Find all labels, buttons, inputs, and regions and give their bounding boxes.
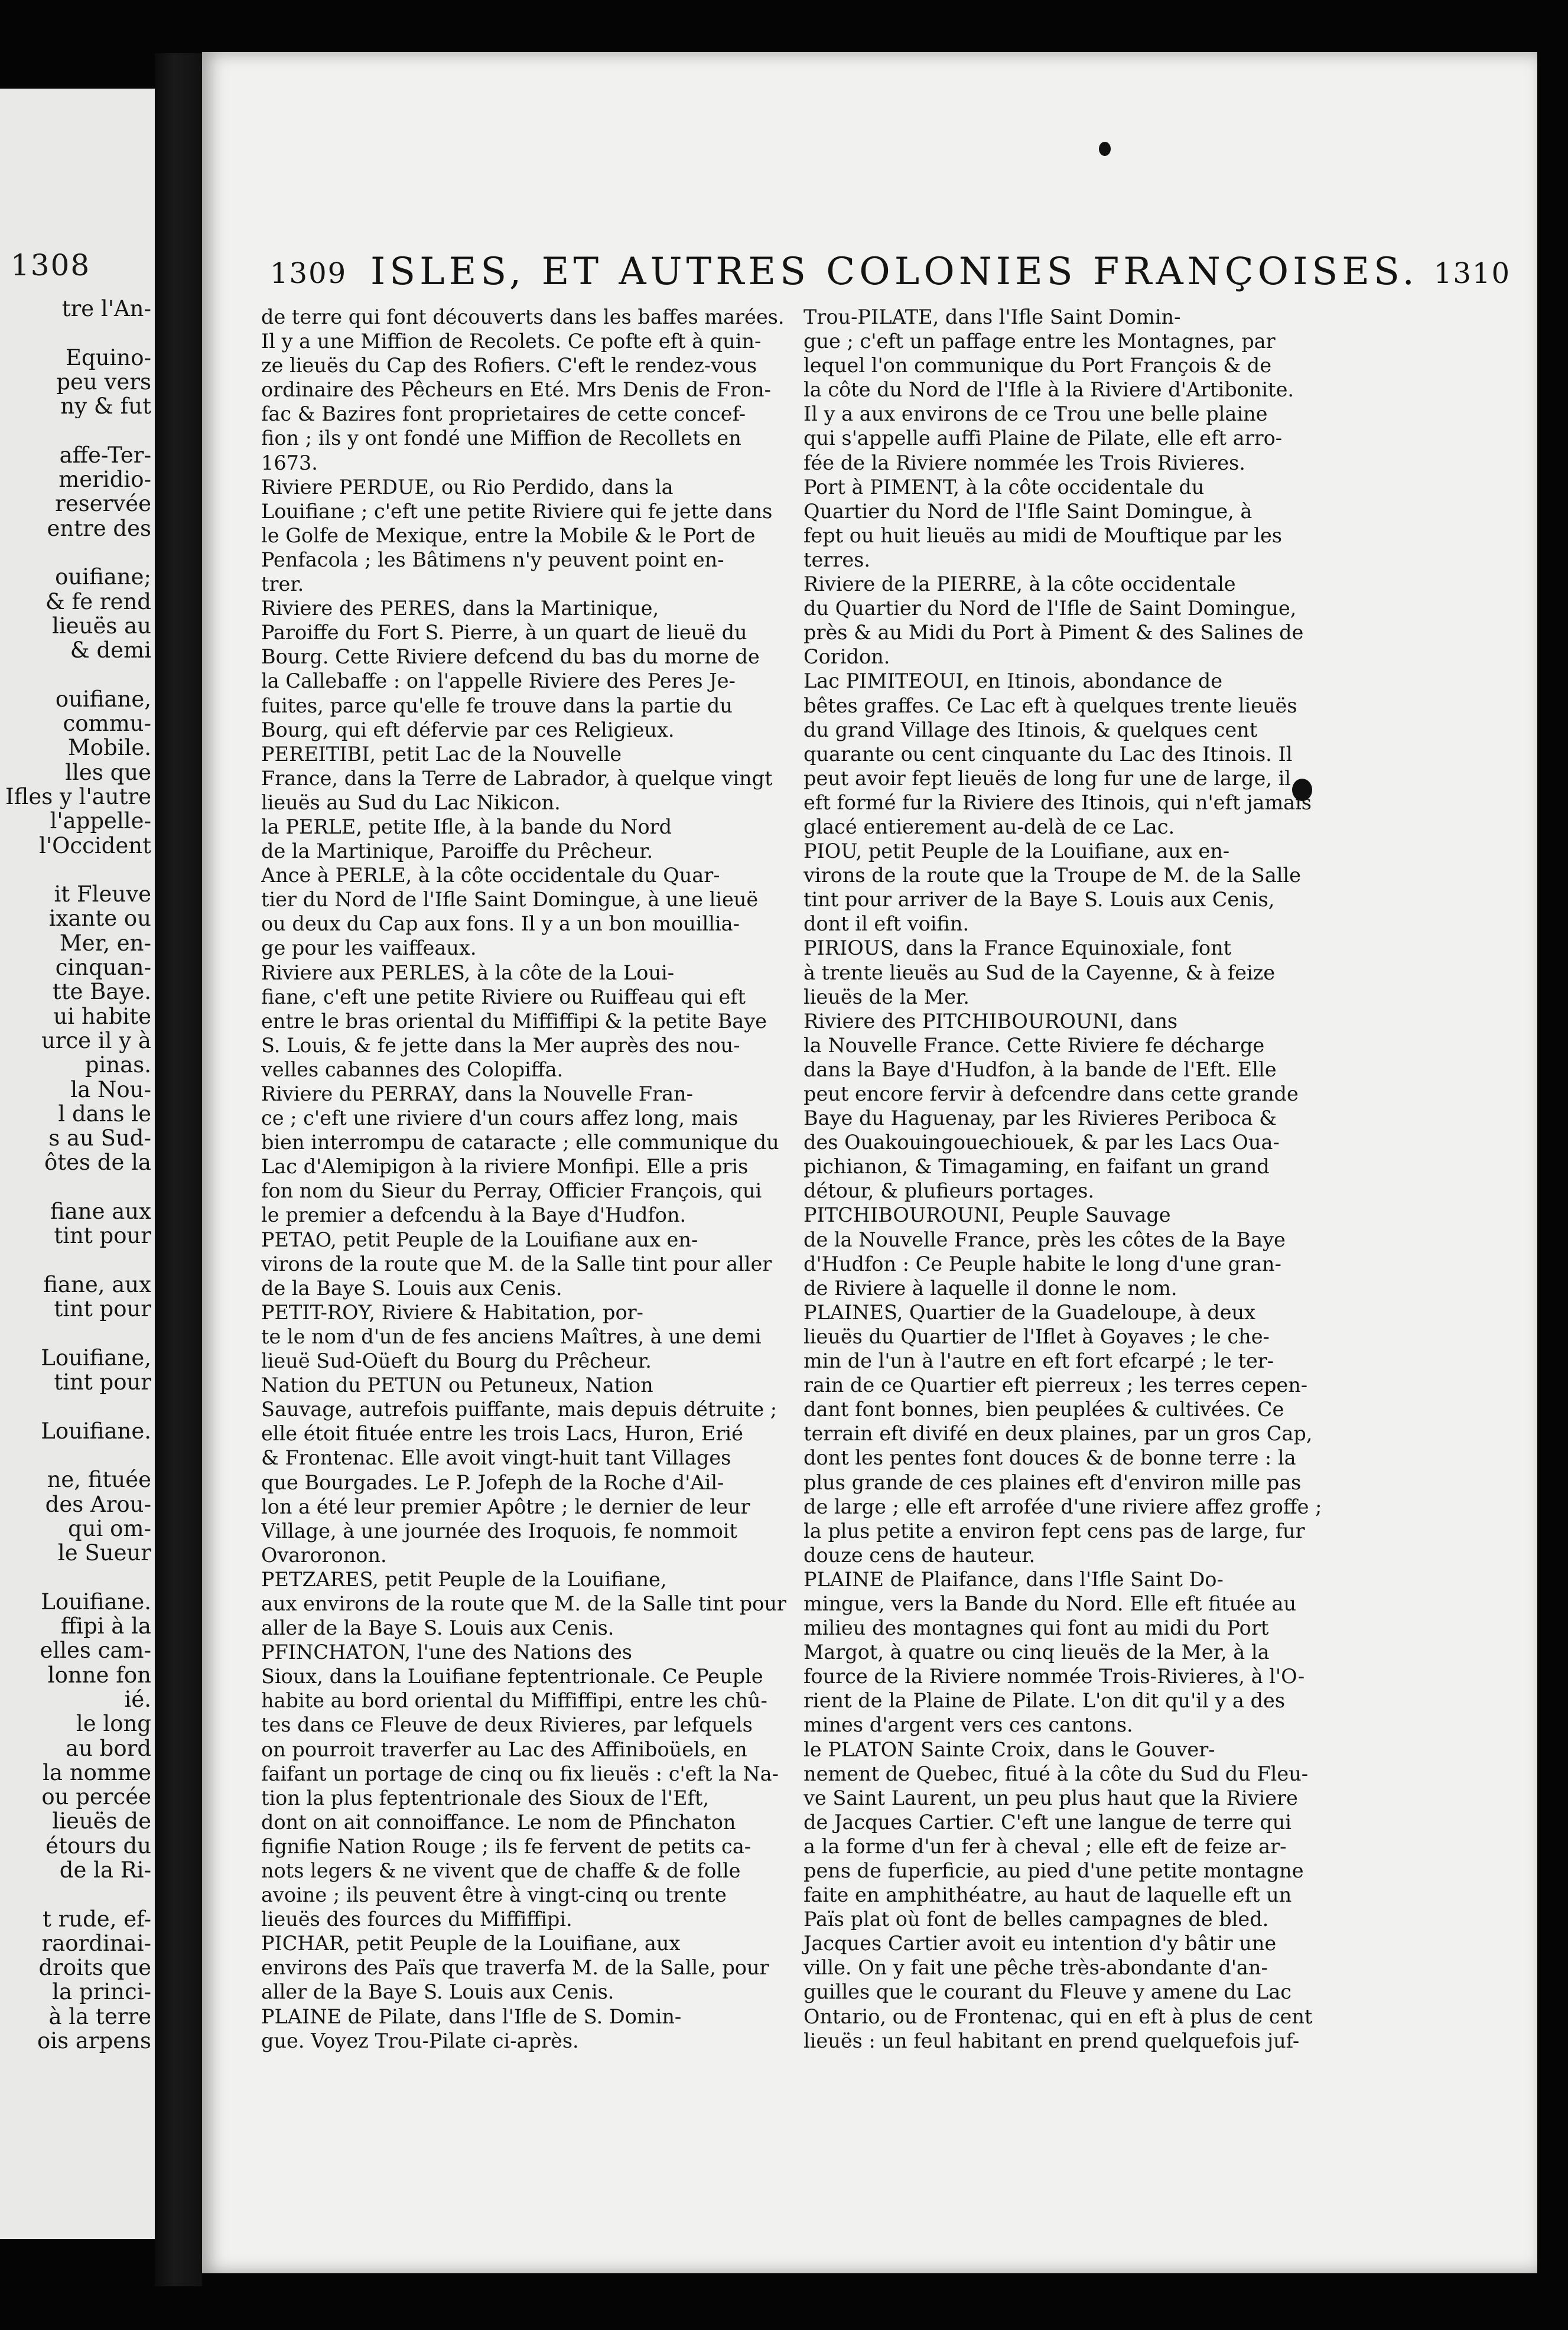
text-line: Baye du Haguenay, par les Rivieres Periboca &: [803, 1107, 1277, 1130]
text-line: terres.: [803, 548, 870, 571]
text-line: virons de la route que M. de la Salle tint pour aller: [261, 1252, 772, 1275]
previous-page-line: l'appelle-: [50, 809, 151, 834]
previous-page-line: tint pour: [54, 1297, 151, 1322]
text-line: lieuës de la Mer.: [803, 985, 970, 1008]
text-line: Riviere PERDUE, ou Rio Perdido, dans la: [261, 475, 674, 499]
book-gutter: [155, 53, 202, 2286]
text-line: PLAINE de Plaifance, dans l'Ifle Saint Do-: [803, 1567, 1224, 1591]
previous-page-line: reservée: [55, 492, 151, 516]
text-line: lon a été leur premier Apôtre ; le dernier de leur: [261, 1495, 750, 1518]
previous-page-line: fiane aux: [50, 1199, 151, 1224]
text-line: S. Louis, & fe jette dans la Mer auprès des nou-: [261, 1033, 740, 1057]
ink-spot: [1099, 142, 1111, 156]
previous-page-line: ny & fut: [60, 394, 151, 419]
text-line: la côte du Nord de l'Ifle à la Riviere d'Artibonite.: [803, 378, 1294, 402]
previous-page-line: [4, 1248, 151, 1273]
text-line: nots legers & ne vivent que de chaffe & de folle: [261, 1859, 741, 1882]
text-line: de Jacques Cartier. C'eft une langue de terre qui: [803, 1810, 1292, 1834]
text-line: Païs plat où font de belles campagnes de bled.: [803, 1908, 1269, 1931]
previous-page-line: [4, 1882, 151, 1906]
text-line: eft formé fur la Riviere des Itinois, qui n'eft jamais: [803, 790, 1312, 814]
text-line: tier du Nord de l'Ifle Saint Domingue, à une lieuë: [261, 888, 759, 912]
previous-page-line: ffipi à la: [60, 1614, 151, 1639]
folio-right: 1310: [1433, 257, 1511, 290]
previous-page-line: droits que: [38, 1955, 151, 1980]
text-line: Bourg, qui eft défervie par ces Religieux.: [261, 718, 675, 741]
previous-page-line: tre l'An-: [61, 297, 151, 321]
previous-page-line: tint pour: [54, 1223, 151, 1248]
text-line: Trou-PILATE, dans l'Ifle Saint Domin-: [803, 305, 1181, 328]
text-line: dont les pentes font douces & de bonne terre : la: [803, 1446, 1296, 1470]
text-line: lequel l'on communique du Port François & de: [803, 354, 1272, 378]
previous-page-line: [4, 1175, 151, 1199]
text-line: de large ; elle eft arrofée d'une riviere affez groffe ;: [803, 1495, 1322, 1518]
text-line: ordinaire des Pêcheurs en Eté. Mrs Denis de Fron-: [261, 378, 771, 402]
previous-page-line: s au Sud-: [48, 1126, 151, 1151]
text-line: mingue, vers la Bande du Nord. Elle eft fituée au: [803, 1592, 1297, 1615]
text-line: Bourg. Cette Riviere defcend du bas du morne de: [261, 645, 760, 669]
text-line: terrain eft divifé en deux plaines, par un gros Cap,: [803, 1422, 1313, 1446]
previous-page-line: it Fleuve: [54, 882, 151, 907]
text-line: des Ouakouingouechiouek, & par les Lacs Oua-: [803, 1131, 1280, 1154]
text-line: Riviere de la PIERRE, à la côte occidentale: [803, 572, 1236, 596]
text-line: lieuës : un feul habitant en prend quelquefois juf-: [803, 2029, 1300, 2052]
previous-page-line: affe-Ter-: [59, 442, 151, 468]
text-line: fiane, c'eft une petite Riviere ou Ruiffeau qui eft: [261, 985, 746, 1008]
text-line: PETZARES, petit Peuple de la Louifiane,: [261, 1567, 667, 1591]
previous-page-text: [4, 297, 151, 2053]
text-line: le Golfe de Mexique, entre la Mobile & le Port de: [261, 523, 756, 547]
text-line: Ovaroronon.: [261, 1543, 387, 1567]
text-line: guilles que le courant du Fleuve y amene du Lac: [803, 1980, 1292, 2004]
text-line: Lac PIMITEOUI, en Itinois, abondance de: [803, 669, 1223, 693]
text-line: Riviere du PERRAY, dans la Nouvelle Fran-: [261, 1082, 693, 1105]
text-line: PETIT-ROY, Riviere & Habitation, por-: [261, 1300, 644, 1324]
text-line: Riviere aux PERLES, à la côte de la Loui-: [261, 961, 675, 984]
text-line: & Frontenac. Elle avoit vingt-huit tant Villages: [261, 1446, 731, 1470]
previous-page-line: ois arpens: [37, 2029, 151, 2054]
text-line: PIRIOUS, dans la France Equinoxiale, font: [803, 936, 1232, 960]
text-line: Louifiane ; c'eft une petite Riviere qui fe jette dans: [261, 499, 773, 523]
previous-page-line: lles que: [65, 760, 151, 785]
previous-page-line: Louifiane.: [41, 1589, 151, 1615]
text-line: le premier a defcendu à la Baye d'Hudfon.: [261, 1203, 687, 1227]
text-line: trer.: [261, 572, 304, 596]
text-line: Port à PIMENT, à la côte occidentale du: [803, 475, 1205, 499]
text-line: du Quartier du Nord de l'Ifle de Saint Domingue,: [803, 597, 1297, 620]
previous-page-line: Louifiane,: [41, 1345, 151, 1371]
previous-page-line: au bord: [66, 1736, 151, 1760]
previous-page-line: [4, 1394, 151, 1418]
previous-page-line: lieuës de: [52, 1809, 151, 1834]
text-line: peut encore fervir à defcendre dans cette grande: [803, 1082, 1299, 1105]
text-line: PIOU, petit Peuple de la Louifiane, aux en-: [803, 839, 1230, 863]
previous-page-line: lieuës au: [52, 613, 151, 639]
text-line: Penfacola ; les Bâtimens n'y peuvent point en-: [261, 548, 724, 571]
text-line: Coridon.: [803, 645, 890, 669]
text-line: le PLATON Sainte Croix, dans le Gouver-: [803, 1737, 1215, 1761]
previous-page-line: des Arou-: [45, 1492, 151, 1517]
previous-page-line: ou percée: [41, 1785, 151, 1810]
text-line: ce ; c'eft une riviere d'un cours affez long, mais: [261, 1107, 739, 1130]
previous-page-line: Equino-: [66, 345, 151, 370]
previous-page-line: entre des: [47, 516, 151, 541]
text-line: fource de la Riviere nommée Trois-Rivieres, à l'O-: [803, 1665, 1305, 1688]
previous-page-line: [4, 1565, 151, 1589]
previous-page-line: ne, fituée: [47, 1467, 151, 1492]
text-line: environs des Païs que traverfa M. de la Salle, pour: [261, 1956, 769, 1980]
previous-page-line: ixante ou: [48, 906, 151, 931]
text-line: pens de fuperficie, au pied d'une petite montagne: [803, 1859, 1304, 1882]
text-line: fuites, parce qu'elle fe trouve dans la partie du: [261, 694, 733, 717]
previous-page-line: ouifiane,: [55, 686, 151, 712]
previous-page-line: Louifiane.: [41, 1418, 151, 1443]
text-line: fept ou huit lieuës au midi de Mouftique par les: [803, 523, 1282, 547]
previous-page-line: qui om-: [68, 1516, 151, 1541]
previous-page-line: ié.: [124, 1687, 151, 1712]
previous-page-line: & demi: [70, 638, 151, 663]
previous-page-strip: [0, 89, 155, 2239]
previous-page-line: & fe rend: [45, 589, 151, 614]
text-line: PFINCHATON, l'une des Nations des: [261, 1641, 632, 1664]
previous-page-line: [4, 662, 151, 686]
previous-page-line: [4, 541, 151, 565]
text-line: 1673.: [261, 451, 318, 474]
text-line: Riviere des PITCHIBOUROUNI, dans: [803, 1009, 1178, 1033]
text-line: Paroiffe du Fort S. Pierre, à un quart de lieuë du: [261, 621, 747, 645]
text-line: de terre qui font découverts dans les baffes marées.: [261, 305, 785, 328]
text-line: détour, & plufieurs portages.: [803, 1179, 1095, 1203]
text-line: fée de la Riviere nommée les Trois Rivieres.: [803, 451, 1245, 474]
text-line: tion la plus feptentrionale des Sioux de l'Eft,: [261, 1786, 709, 1810]
previous-page-line: peu vers: [56, 369, 151, 395]
text-line: plus grande de ces plaines eft d'environ mille pas: [803, 1470, 1302, 1494]
text-line: PEREITIBI, petit Lac de la Nouvelle: [261, 742, 622, 766]
running-header: [270, 250, 1511, 297]
previous-page-line: elles cam-: [40, 1638, 151, 1663]
text-line: glacé entierement au-delà de ce Lac.: [803, 815, 1175, 838]
previous-page-line: commu-: [63, 711, 151, 736]
text-line: de Riviere à laquelle il donne le nom.: [803, 1276, 1177, 1300]
text-line: pichianon, & Timagaming, en faifant un grand: [803, 1155, 1270, 1179]
text-line: de la Baye S. Louis aux Cenis.: [261, 1276, 562, 1300]
previous-page-line: ouifiane;: [55, 565, 151, 590]
text-line: bien interrompu de cataracte ; elle communique du: [261, 1131, 779, 1154]
text-line: tint pour arriver de la Baye S. Louis aux Cenis,: [803, 888, 1275, 912]
text-line: Jacques Cartier avoit eu intention d'y bâtir une: [803, 1932, 1277, 1955]
text-line: Sioux, dans la Louifiane feptentrionale. Ce Peuple: [261, 1665, 763, 1688]
text-line: qui s'appelle auffi Plaine de Pilate, elle eft arro-: [803, 427, 1283, 450]
text-line: fon nom du Sieur du Perray, Officier François, qui: [261, 1179, 762, 1203]
text-line: France, dans la Terre de Labrador, à quelque vingt: [261, 766, 773, 790]
previous-page-line: fiane, aux: [43, 1272, 151, 1297]
text-line: rain de ce Quartier eft pierreux ; les terres cepen-: [803, 1374, 1308, 1397]
text-line: aux environs de la route que M. de la Salle tint pour: [261, 1592, 786, 1615]
previous-page-line: de la Ri-: [59, 1858, 151, 1883]
previous-page-line: tte Baye.: [52, 979, 151, 1004]
previous-page-line: la nomme: [43, 1760, 151, 1785]
book-page: [202, 52, 1537, 2273]
text-line: mines d'argent vers ces cantons.: [803, 1713, 1133, 1737]
text-line: fion ; ils y ont fondé une Miffion de Recollets en: [261, 427, 741, 450]
previous-page-line: Ifles y l'autre: [5, 784, 151, 809]
previous-page-line: la Nou-: [70, 1077, 151, 1102]
previous-page-line: ui habite: [53, 1004, 151, 1029]
text-line: PLAINE de Pilate, dans l'Ifle de S. Domin-: [261, 2004, 682, 2028]
text-line: velles cabannes des Colopiffa.: [261, 1057, 564, 1081]
text-line: lieuës des fources du Miffiffipi.: [261, 1908, 572, 1931]
previous-page-line: Mobile.: [67, 736, 151, 760]
previous-page-line: l dans le: [58, 1101, 151, 1127]
text-line: Il y a une Miffion de Recolets. Ce pofte eft à quin-: [261, 330, 762, 353]
text-line: entre le bras oriental du Miffiffipi & la petite Baye: [261, 1009, 767, 1033]
previous-page-line: raordinai-: [41, 1931, 151, 1956]
left-column: [261, 305, 809, 2053]
text-line: Quartier du Nord de l'Ifle Saint Domingue, à: [803, 499, 1253, 523]
text-line: lieuës au Sud du Lac Nikicon.: [261, 790, 561, 814]
text-line: lieuë Sud-Oüeft du Bourg du Prêcheur.: [261, 1349, 652, 1373]
text-line: PITCHIBOUROUNI, Peuple Sauvage: [803, 1203, 1171, 1227]
text-line: ge pour les vaiffeaux.: [261, 936, 477, 960]
text-line: dont il eft voifin.: [803, 912, 970, 936]
text-line: ve Saint Laurent, un peu plus haut que la Riviere: [803, 1786, 1298, 1810]
text-line: min de l'un à l'autre en eft fort efcarpé ; le ter-: [803, 1349, 1274, 1373]
text-line: Nation du PETUN ou Petuneux, Nation: [261, 1374, 653, 1397]
previous-page-line: Mer, en-: [59, 930, 151, 956]
text-line: faite en amphithéatre, au haut de laquelle eft un: [803, 1883, 1292, 1907]
text-line: ze lieuës du Cap des Rofiers. C'eft le rendez-vous: [261, 354, 757, 378]
previous-page-line: l'Occident: [39, 833, 151, 858]
text-line: dont on ait connoiffance. Le nom de Pfinchaton: [261, 1810, 736, 1834]
text-line: PETAO, petit Peuple de la Louifiane aux en-: [261, 1228, 698, 1251]
text-line: fignifie Nation Rouge ; ils fe fervent de petits ca-: [261, 1834, 752, 1858]
previous-page-folio: 1308: [11, 248, 91, 282]
previous-page-line: étours du: [45, 1833, 151, 1858]
text-line: avoine ; ils peuvent être à vingt-cinq ou trente: [261, 1883, 727, 1907]
text-line: on pourroit traverfer au Lac des Affiniboüels, en: [261, 1737, 747, 1761]
text-line: bêtes graffes. Ce Lac eft à quelques trente lieuës: [803, 694, 1297, 717]
previous-page-line: le long: [76, 1711, 151, 1736]
text-line: de la Nouvelle France, près les côtes de la Baye: [803, 1228, 1286, 1251]
text-line: douze cens de hauteur.: [803, 1543, 1036, 1567]
text-line: Sauvage, autrefois puiffante, mais depuis détruite ;: [261, 1398, 777, 1421]
text-line: fac & Bazires font proprietaires de cette concef-: [261, 402, 746, 426]
previous-page-line: à la terre: [48, 2004, 151, 2029]
previous-page-line: urce il y à: [41, 1028, 151, 1053]
text-line: Ontario, ou de Frontenac, qui en eft à plus de cent: [803, 2004, 1313, 2028]
text-line: lieuës du Quartier de l'Iflet à Goyaves ; le che-: [803, 1325, 1270, 1348]
previous-page-line: meridio-: [58, 467, 151, 492]
previous-page-line: pinas.: [84, 1053, 151, 1078]
text-line: Il y a aux environs de ce Trou une belle plaine: [803, 402, 1268, 426]
text-line: peut avoir fept lieuës de long fur une de large, il: [803, 766, 1292, 790]
text-line: quarante ou cent cinquante du Lac des Itinois. Il: [803, 742, 1293, 766]
text-line: près & au Midi du Port à Piment & des Salines de: [803, 621, 1304, 645]
previous-page-line: le Sueur: [57, 1541, 151, 1566]
text-line: faifant un portage de cinq ou fix lieuës : c'eft la Na-: [261, 1762, 779, 1785]
previous-page-line: la princi-: [52, 1980, 151, 2004]
text-line: ou deux du Cap aux fons. Il y a un bon mouillia-: [261, 912, 740, 936]
text-line: d'Hudfon : Ce Peuple habite le long d'une gran-: [803, 1252, 1281, 1275]
previous-page-line: ôtes de la: [44, 1150, 151, 1175]
text-line: rient de la Plaine de Pilate. L'on dit qu'il y a des: [803, 1689, 1286, 1713]
previous-page-line: [4, 858, 151, 882]
text-line: à trente lieuës au Sud de la Cayenne, & à feize: [803, 961, 1276, 984]
text-line: aller de la Baye S. Louis aux Cenis.: [261, 1980, 614, 2004]
text-line: nement de Quebec, fitué à la côte du Sud du Fleu-: [803, 1762, 1309, 1785]
text-line: a la forme d'un fer à cheval ; elle eft de feize ar-: [803, 1834, 1287, 1858]
text-line: PLAINES, Quartier de la Guadeloupe, à deux: [803, 1300, 1255, 1324]
previous-page-line: tint pour: [54, 1370, 151, 1395]
text-line: tes dans ce Fleuve de deux Rivieres, par lefquels: [261, 1713, 753, 1737]
text-line: Lac d'Alemipigon à la riviere Monfipi. Elle a pris: [261, 1155, 749, 1179]
text-line: la Nouvelle France. Cette Riviere fe décharge: [803, 1033, 1265, 1057]
previous-page-line: [4, 321, 151, 345]
previous-page-line: [4, 418, 151, 442]
text-line: de la Martinique, Paroiffe du Prêcheur.: [261, 839, 653, 863]
text-line: du grand Village des Itinois, & quelques cent: [803, 718, 1258, 741]
text-line: te le nom d'un de fes anciens Maîtres, à une demi: [261, 1325, 762, 1348]
text-line: Village, à une journée des Iroquois, fe nommoit: [261, 1519, 737, 1543]
text-line: dant font bonnes, bien peuplées & cultivées. Ce: [803, 1398, 1284, 1421]
text-line: la Callebaffe : on l'appelle Riviere des Peres Je-: [261, 669, 736, 693]
text-line: que Bourgades. Le P. Jofeph de la Roche d'Ail-: [261, 1470, 724, 1494]
text-line: ville. On y fait une pêche très-abondante d'an-: [803, 1956, 1268, 1980]
folio-left: 1309: [270, 257, 347, 290]
text-line: Riviere des PERES, dans la Martinique,: [261, 597, 659, 620]
previous-page-line: lonne fon: [47, 1662, 151, 1687]
text-line: elle étoit fituée entre les trois Lacs, Huron, Erié: [261, 1422, 743, 1446]
right-column: [799, 305, 1478, 2053]
text-line: milieu des montagnes qui font au midi du Port: [803, 1616, 1269, 1640]
previous-page-line: cinquan-: [55, 955, 151, 980]
text-line: la plus petite a environ fept cens pas de large, fur: [803, 1519, 1305, 1543]
text-line: gue ; c'eft un paffage entre les Montagnes, par: [803, 330, 1276, 353]
previous-page-line: [4, 1321, 151, 1345]
text-line: aller de la Baye S. Louis aux Cenis.: [261, 1616, 614, 1640]
text-line: gue. Voyez Trou-Pilate ci-après.: [261, 2029, 579, 2052]
text-line: dans la Baye d'Hudfon, à la bande de l'Eft. Elle: [803, 1057, 1277, 1081]
running-title: ISLES, ET AUTRES COLONIES FRANÇOISES.: [370, 250, 1419, 294]
previous-page-line: [4, 1443, 151, 1467]
text-line: PICHAR, petit Peuple de la Louifiane, aux: [261, 1932, 681, 1955]
text-line: Margot, à quatre ou cinq lieuës de la Mer, à la: [803, 1641, 1270, 1664]
text-line: virons de la route que la Troupe de M. de la Salle: [803, 864, 1301, 887]
text-line: la PERLE, petite Ifle, à la bande du Nord: [261, 815, 672, 838]
previous-page-line: t rude, ef-: [42, 1906, 151, 1931]
text-line: Ance à PERLE, à la côte occidentale du Quar-: [261, 864, 720, 887]
text-line: habite au bord oriental du Miffiffipi, entre les chû-: [261, 1689, 767, 1713]
